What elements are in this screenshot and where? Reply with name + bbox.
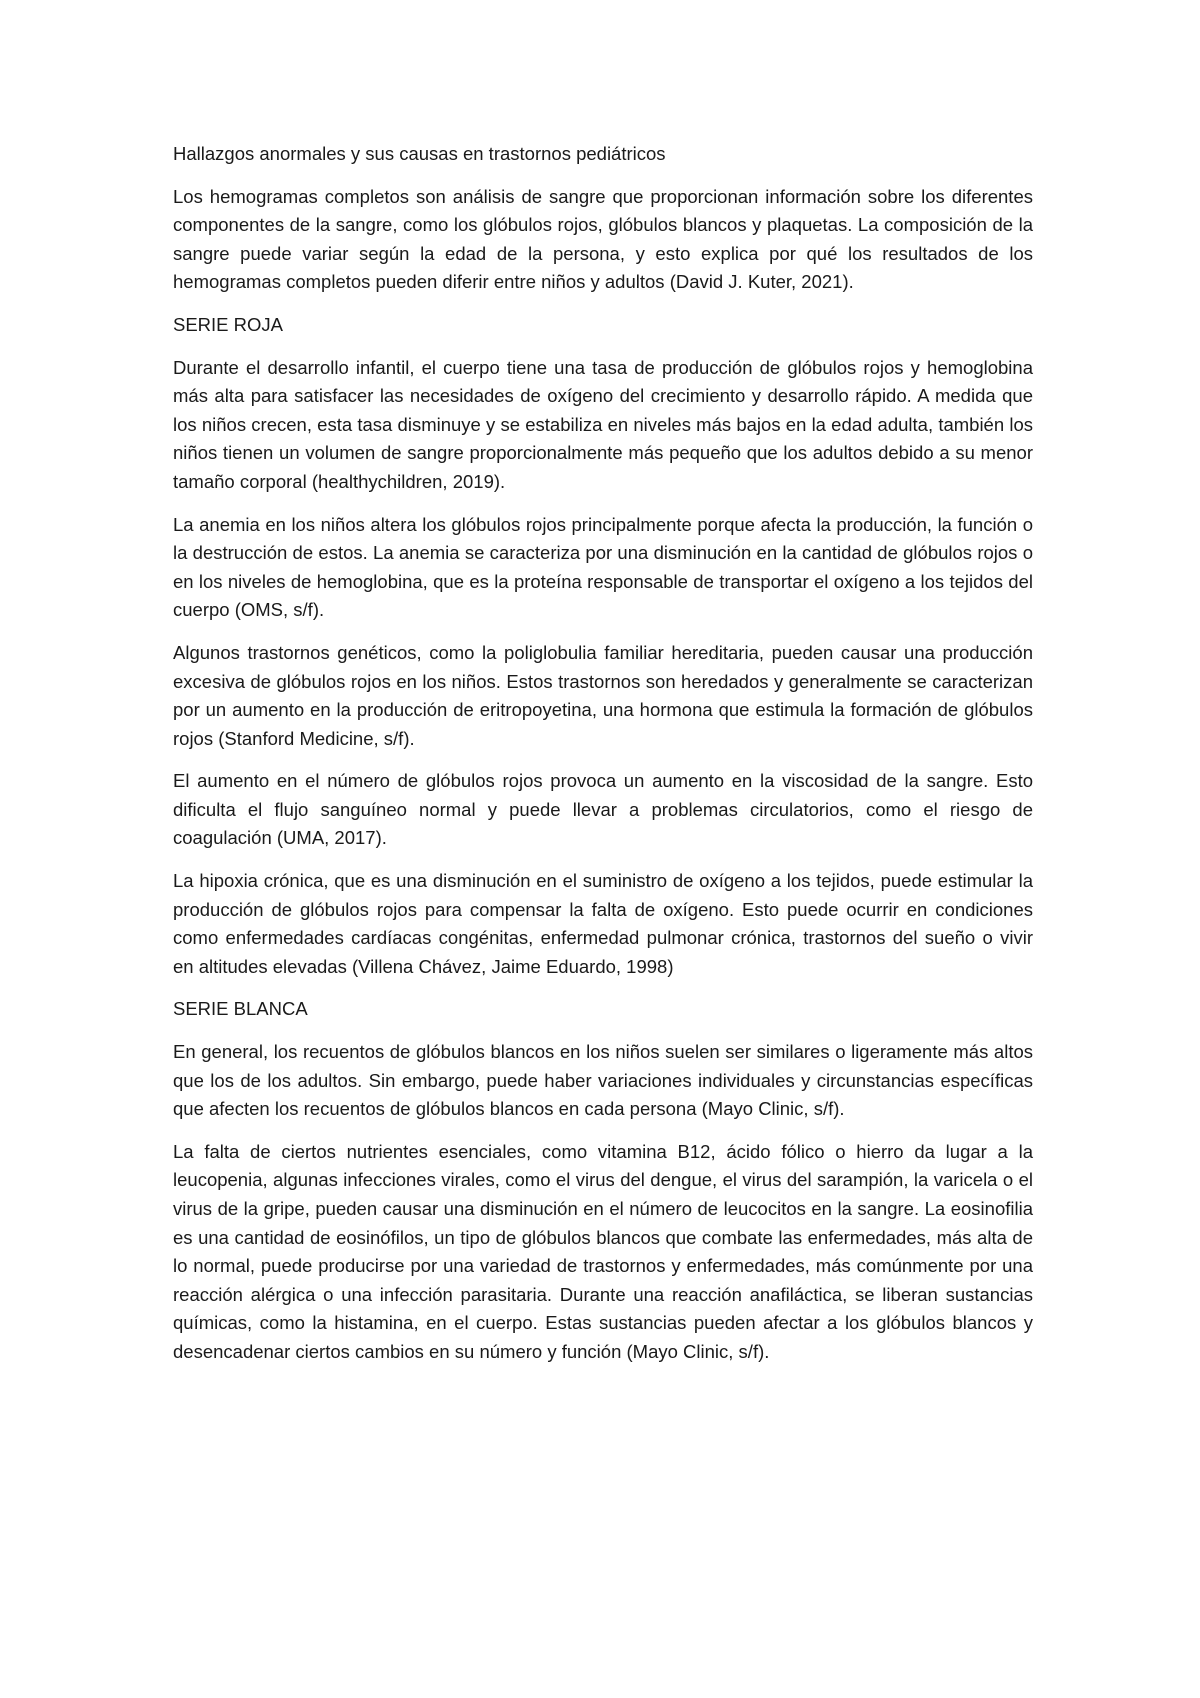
serie-blanca-paragraph-2: La falta de ciertos nutrientes esenciales, como vitamina B12, ácido fólico o hierro da lugar a la leucopenia, algunas infecciones virales, como el virus del dengue, el virus del sarampión, la varicela o el virus de la gripe, pueden causar una disminución en el número de leucocitos en la sangre. La eosinofilia es una cantidad de eosinófilos, un tipo de glóbulos blancos que combate las enfermedades, más alta de lo normal, puede producirse por una variedad de trastornos y enfermedades, más comúnmente por una reacción alérgica o una infección parasitaria. Durante una reacción anafiláctica, se liberan sustancias químicas, como la histamina, en el cuerpo. Estas sustancias pueden afectar a los glóbulos blancos y desencadenar ciertos cambios en su número y función (Mayo Clinic, s/f). xyxy=(173,1140,1033,1362)
serie-roja-paragraph-1: Durante el desarrollo infantil, el cuerpo tiene una tasa de producción de glóbulos rojos y hemoglobina más alta para satisfacer las necesidades de oxígeno del crecimiento y desarrollo rápido. A medida que los niños crecen, esta tasa disminuye y se estabiliza en niveles más bajos en la edad adulta, también los niños tienen un volumen de sangre proporcionalmente más pequeño que los adultos debido a su menor tamaño corporal (healthychildren, 2019). xyxy=(173,356,1033,492)
serie-roja-paragraph-3: Algunos trastornos genéticos, como la poliglobulia familiar hereditaria, pueden causar una producción excesiva de glóbulos rojos en los niños. Estos trastornos son heredados y generalmente se caracterizan por un aumento en la producción de eritropoyetina, una hormona que estimula la formación de glóbulos rojos (Stanford Medicine, s/f). xyxy=(173,641,1033,749)
intro-paragraph: Los hemogramas completos son análisis de sangre que proporcionan información sobre los diferentes componentes de la sangre, como los glóbulos rojos, glóbulos blancos y plaquetas. La composición de la sangre puede variar según la edad de la persona, y esto explica por qué los resultados de los hemogramas completos pueden diferir entre niños y adultos (David J. Kuter, 2021). xyxy=(173,185,1033,293)
serie-roja-paragraph-4: El aumento en el número de glóbulos rojos provoca un aumento en la viscosidad de la sangre. Esto dificulta el flujo sanguíneo normal y puede llevar a problemas circulatorios, como el riesgo de coagulación (UMA, 2017). xyxy=(173,770,1033,849)
serie-roja-paragraph-2: La anemia en los niños altera los glóbulos rojos principalmente porque afecta la producción, la función o la destrucción de estos. La anemia se caracteriza por una disminución en la cantidad de glóbulos rojos o en los niveles de hemoglobina, que es la proteína responsable de transportar el oxígeno a los tejidos del cuerpo (OMS, s/f). xyxy=(173,513,1033,621)
document-title: Hallazgos anormales y sus causas en trastornos pediátricos xyxy=(173,143,666,164)
serie-blanca-paragraph-1: En general, los recuentos de glóbulos blancos en los niños suelen ser similares o ligeramente más altos que los de los adultos. Sin embargo, puede haber variaciones individuales y circunstancias específicas que afecten los recuentos de glóbulos blancos en cada persona (Mayo Clinic, s/f). xyxy=(173,1041,1033,1120)
serie-roja-paragraph-5: La hipoxia crónica, que es una disminución en el suministro de oxígeno a los tejidos, puede estimular la producción de glóbulos rojos para compensar la falta de oxígeno. Esto puede ocurrir en condiciones como enfermedades cardíacas congénitas, enfermedad pulmonar crónica, trastornos del sueño o vivir en altitudes elevadas (Villena Chávez, Jaime Eduardo, 1998) xyxy=(173,870,1033,977)
section-heading-serie-roja: SERIE ROJA xyxy=(173,313,283,335)
section-heading-serie-blanca: SERIE BLANCA xyxy=(173,998,308,1020)
